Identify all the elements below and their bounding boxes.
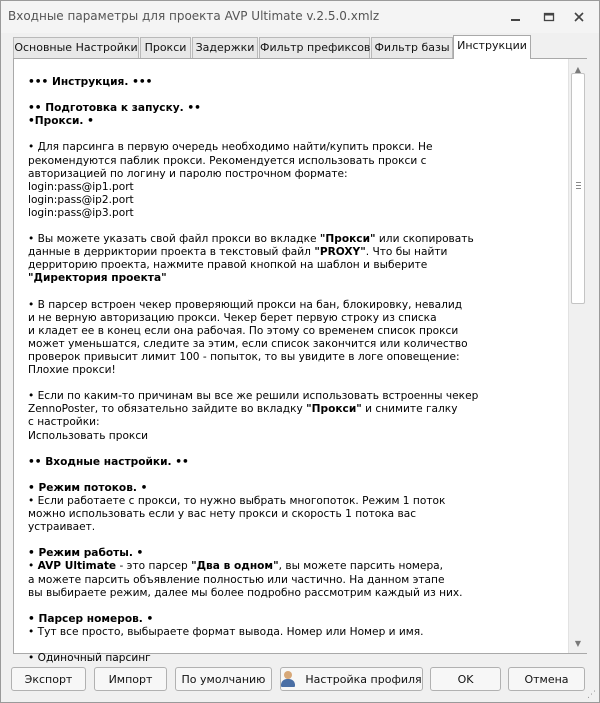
instruction-line xyxy=(28,482,568,495)
instruction-line xyxy=(28,325,568,338)
instruction-line xyxy=(28,626,568,639)
instruction-text: • Вы можете указать свой файл прокси во вкладке xyxy=(28,233,320,246)
import-button[interactable]: Импорт xyxy=(94,667,167,691)
instruction-text: • xyxy=(28,560,38,573)
instruction-line xyxy=(28,246,568,259)
cancel-button[interactable]: Отмена xyxy=(508,667,585,691)
window-title: Входные параметры для проекта AVP Ultimate v.2.5.0.xmlz xyxy=(8,9,380,23)
instruction-text: login:pass@ip1.port xyxy=(28,180,134,193)
instruction-text: и не верную авторизацию прокси. Чекер берет первую строку из списка xyxy=(28,311,437,324)
instruction-line xyxy=(28,390,568,403)
instruction-line xyxy=(28,168,568,181)
instruction-bold-text: • Парсер номеров. • xyxy=(28,612,154,625)
instruction-line xyxy=(28,141,568,154)
instruction-text: , вы можете парсить номера, xyxy=(278,560,444,573)
profile-settings-label: Настройка профиля xyxy=(305,672,422,686)
user-profile-icon xyxy=(281,671,295,687)
instruction-line xyxy=(28,76,568,89)
instruction-bold-text: "PROXY" xyxy=(314,246,366,259)
minimize-icon xyxy=(511,12,521,22)
instruction-text: и снимите галку xyxy=(361,403,458,416)
instruction-line xyxy=(28,403,568,416)
instruction-bold-text: • Режим потоков. • xyxy=(28,481,148,494)
scroll-down-arrow-icon: ▼ xyxy=(574,638,582,648)
scrollbar-thumb[interactable] xyxy=(571,73,585,304)
instruction-text: • В парсер встроен чекер проверяющий прокси на бан, блокировку, невалид xyxy=(28,298,463,311)
instruction-bold-text: "Директория проекта" xyxy=(28,272,167,285)
instruction-text: • Тут все просто, выбыраете формат вывода. Номер или Номер и имя. xyxy=(28,625,424,638)
instruction-text: Использовать прокси xyxy=(28,429,149,442)
instruction-bold-text: AVP Ultimate xyxy=(37,560,117,573)
export-button[interactable]: Экспорт xyxy=(11,667,86,691)
tab-base-filter[interactable]: Фильтр базы xyxy=(371,37,453,58)
instruction-text: вы выбираете режим, далее мы более подробно рассмотрим каждый из них. xyxy=(28,586,463,599)
tab-proxy[interactable]: Прокси xyxy=(140,37,191,58)
instruction-text: дерриторию проекта, нажмите правой кнопкой на шаблон и выберите xyxy=(28,259,428,272)
tab-prefix-filter[interactable]: Фильтр префиксов xyxy=(259,37,370,58)
instruction-text: проверок привысит лимит 100 - попыток, то вы увидите в логе оповещение: xyxy=(28,350,460,363)
instruction-line xyxy=(28,272,568,285)
instruction-line xyxy=(28,259,568,272)
instruction-line xyxy=(28,469,568,482)
instructions-text xyxy=(28,76,568,665)
instruction-bold-text: •• Подготовка к запуску. •• xyxy=(28,102,201,115)
instruction-text: или скопировать xyxy=(375,233,474,246)
instruction-line xyxy=(28,89,568,102)
instruction-line xyxy=(28,155,568,168)
instruction-line xyxy=(28,338,568,351)
instruction-text: . Что бы найти xyxy=(365,246,448,259)
title-bar[interactable] xyxy=(1,1,599,33)
instruction-text: ZennoPoster, то обязательно зайдите во вкладку xyxy=(28,403,307,416)
instruction-line xyxy=(28,220,568,233)
instruction-text: данные в дерриктории проекта в текстовый файл xyxy=(28,246,315,259)
instruction-bold-text: •• Входные настройки. •• xyxy=(28,455,189,468)
close-icon xyxy=(574,12,584,22)
instruction-line xyxy=(28,639,568,652)
instruction-text: авторизацией по логину и паролю построчном формате: xyxy=(28,167,348,180)
instruction-bold-text: • Режим работы. • xyxy=(28,547,144,560)
instruction-line xyxy=(28,456,568,469)
instruction-line xyxy=(28,652,568,665)
instruction-line xyxy=(28,128,568,141)
instruction-line xyxy=(28,560,568,573)
instruction-text: с настройки: xyxy=(28,416,100,429)
instruction-text: а можете парсить объявление полностью или частично. На данном этапе xyxy=(28,573,445,586)
instruction-line xyxy=(28,207,568,220)
instruction-line xyxy=(28,194,568,207)
defaults-button[interactable]: По умолчанию xyxy=(175,667,272,691)
instruction-line xyxy=(28,508,568,521)
scroll-down-button[interactable] xyxy=(569,635,587,651)
instruction-line xyxy=(28,443,568,456)
instruction-bold-text: ••• Инструкция. ••• xyxy=(28,76,153,88)
minimize-button[interactable] xyxy=(501,6,531,28)
instruction-line xyxy=(28,416,568,429)
resize-grip-icon[interactable]: ⋰ xyxy=(587,690,596,700)
instruction-bold-text: "Прокси" xyxy=(319,233,376,246)
instruction-text: login:pass@ip3.port xyxy=(28,206,134,219)
tab-instructions[interactable]: Инструкции xyxy=(453,35,531,59)
instruction-line xyxy=(28,547,568,560)
instruction-line xyxy=(28,181,568,194)
tab-main-settings[interactable]: Основные Настройки xyxy=(13,37,139,58)
instruction-line xyxy=(28,574,568,587)
instructions-panel xyxy=(13,58,587,665)
restore-icon xyxy=(544,12,554,22)
instruction-line xyxy=(28,521,568,534)
instruction-text: устраивает. xyxy=(28,521,96,534)
instruction-line xyxy=(28,351,568,364)
instruction-line xyxy=(28,299,568,312)
instruction-text: • Если по каким-то причинам вы все же решили использовать встроенны чекер xyxy=(28,390,479,403)
instruction-line xyxy=(28,286,568,299)
instruction-text: - это парсер xyxy=(116,560,192,573)
instruction-line xyxy=(28,364,568,377)
instruction-text: • Одиночный парсинг xyxy=(28,652,151,665)
instruction-line xyxy=(28,312,568,325)
close-button[interactable] xyxy=(564,6,594,28)
instruction-text: Плохие прокси! xyxy=(28,364,116,377)
instruction-line xyxy=(28,115,568,128)
instruction-text: и кладет ее в конец если она рабочая. По этому со временем список прокси xyxy=(28,324,459,337)
instruction-text: можно использовать если у вас нету прокси и скорость 1 потока вас xyxy=(28,508,417,521)
instruction-line xyxy=(28,600,568,613)
instruction-line xyxy=(28,377,568,390)
instruction-text: login:pass@ip2.port xyxy=(28,193,134,206)
instruction-line xyxy=(28,613,568,626)
ok-button[interactable]: OK xyxy=(430,667,501,691)
instruction-text: • Для парсинга в первую очередь необходимо найти/купить прокси. Не xyxy=(28,141,433,154)
instruction-text: • Если работаете с прокси, то нужно выбрать многопоток. Режим 1 поток xyxy=(28,495,446,507)
instruction-line xyxy=(28,534,568,547)
instruction-bold-text: "Прокси" xyxy=(306,403,362,416)
profile-settings-button[interactable] xyxy=(280,667,423,691)
restore-button[interactable] xyxy=(534,6,564,28)
instruction-line xyxy=(28,233,568,246)
instruction-text: рекомендуются паблик прокси. Рекомендуется использовать прокси с xyxy=(28,154,427,167)
tab-delays[interactable]: Задержки xyxy=(192,37,258,58)
instruction-line xyxy=(28,430,568,443)
instruction-text: может уменьшатся, следите за этим, если список закончится или количество xyxy=(28,337,468,350)
instruction-line xyxy=(28,495,568,508)
grip-icon xyxy=(576,182,581,191)
vertical-scrollbar[interactable] xyxy=(568,59,587,653)
instruction-bold-text: "Два в одном" xyxy=(191,560,279,573)
instruction-bold-text: •Прокси. • xyxy=(28,115,94,128)
scroll-up-arrow-icon: ▲ xyxy=(574,64,582,74)
instruction-line xyxy=(28,102,568,115)
instruction-line xyxy=(28,587,568,600)
